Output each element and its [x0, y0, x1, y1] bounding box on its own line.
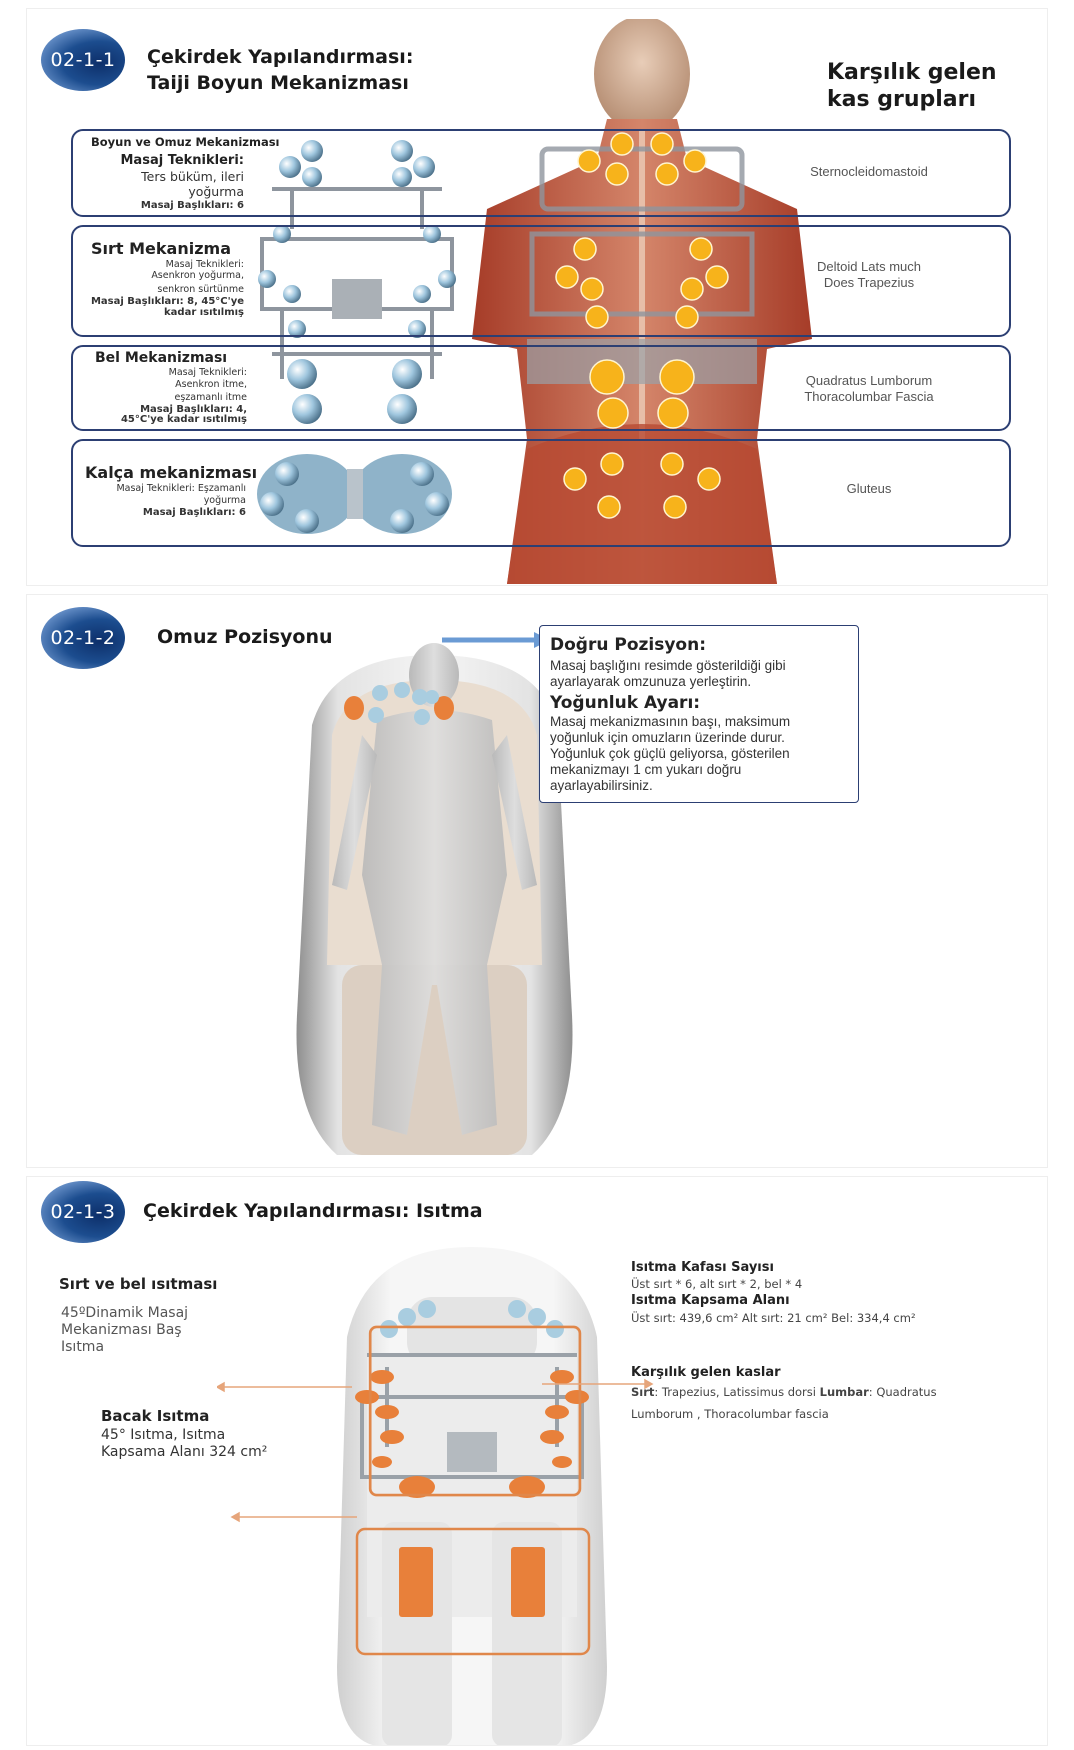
row-muscle	[769, 164, 969, 180]
box-text-intensity-line3: Yoğunluk çok güçlü geliyorsa, gösterilen	[550, 746, 790, 761]
row-neck-shoulder	[71, 129, 1011, 217]
massage-ball	[414, 709, 430, 725]
section-badge: 02-1-2	[41, 607, 125, 669]
row-back	[71, 225, 1011, 337]
box-text-intensity-line4: mekanizmayı 1 cm yukarı doğru	[550, 762, 742, 777]
muscles-lumbar-text: : Quadratus	[868, 1385, 937, 1399]
head-shape	[594, 19, 690, 132]
box-text-position-line1: Masaj başlığını resimde gösterildiği gibi	[550, 658, 786, 673]
box-title-position: Doğru Pozisyon:	[550, 635, 707, 655]
coverage-text: Üst sırt: 439,6 cm² Alt sırt: 21 cm² Bel: 334,4 cm²	[631, 1311, 916, 1325]
muscles-title: Karşılık gelen kaslar	[631, 1365, 781, 1380]
box-text-intensity-line2: yoğunluk için omuzların üzerinde durur.	[550, 730, 785, 745]
row-heads: Masaj Başlıkları: 4,	[140, 404, 247, 415]
row-muscle	[769, 373, 969, 405]
position-info-box	[539, 625, 859, 803]
back-heating-line3: Isıtma	[61, 1339, 105, 1355]
row-heads: Masaj Başlıkları: 8, 45°C'ye	[90, 296, 244, 307]
muscles-heading-line1: Karşılık gelen	[827, 60, 997, 85]
section-heating	[26, 1176, 1048, 1746]
heads-count-title: Isıtma Kafası Sayısı	[631, 1260, 774, 1275]
muscles-line2: Lumborum , Thoracolumbar fascia	[631, 1407, 829, 1421]
row-heads: Masaj Başlıkları: 6	[140, 200, 244, 211]
row-tech-value-line1: Ters büküm, ileri	[141, 169, 244, 184]
box-text-intensity-line1: Masaj mekanizmasının başı, maksimum	[550, 714, 791, 729]
muscles-back-text: : Trapezius, Latissimus dorsi	[654, 1385, 820, 1399]
section-title-line2: Taiji Boyun Mekanizması	[147, 72, 409, 94]
section-title-line1: Çekirdek Yapılandırması:	[147, 46, 414, 68]
back-heating-text	[61, 1305, 188, 1356]
row-heads-line2: kadar ısıtılmış	[164, 307, 244, 318]
box-title-intensity: Yoğunluk Ayarı:	[550, 693, 701, 713]
row-tech-value-line1: yoğurma	[203, 495, 246, 506]
row-muscle	[769, 259, 969, 291]
row-tech-value-line1: Asenkron itme,	[175, 379, 247, 390]
row-hip	[71, 439, 1011, 547]
row-tech-value-line2: senkron sürtünme	[157, 284, 244, 295]
leg-heating-text	[101, 1427, 267, 1461]
row-title: Bel Mekanizması	[95, 350, 228, 366]
row-tech-label: Masaj Teknikleri:	[168, 367, 247, 378]
row-muscle-line1: Sternocleidomastoid	[810, 164, 928, 179]
connector-lines	[217, 1267, 657, 1597]
row-tech-value-line1: Asenkron yoğurma,	[151, 270, 244, 281]
shoulder-head-left	[344, 696, 364, 720]
row-muscle	[769, 481, 969, 497]
box-text-position-line2: ayarlayarak omzunuza yerleştirin.	[550, 674, 752, 689]
section-badge: 02-1-3	[41, 1181, 125, 1243]
box-text-intensity-line5: ayarlayabilirsiniz.	[550, 778, 653, 793]
coverage-title: Isıtma Kapsama Alanı	[631, 1293, 790, 1308]
muscles-heading-line2: kas grupları	[827, 87, 977, 112]
row-tech-label: Masaj Teknikleri:	[120, 153, 244, 168]
row-lumbar	[71, 345, 1011, 431]
row-title: Sırt Mekanizma	[91, 239, 231, 258]
section-shoulder-position	[26, 594, 1048, 1168]
back-heating-line2: Mekanizması Baş	[61, 1322, 182, 1338]
back-heating-title: Sırt ve bel ısıtması	[59, 1275, 218, 1293]
row-muscle-line1: Quadratus Lumborum	[805, 373, 933, 388]
row-tech-value-line2: eşzamanlı itme	[174, 392, 247, 403]
muscles-back-label: Sırt	[631, 1385, 655, 1399]
row-tech-label: Masaj Teknikleri:	[165, 259, 244, 270]
leg-heating-line2: Kapsama Alanı 324 cm²	[101, 1444, 268, 1460]
heads-count-text: Üst sırt * 6, alt sırt * 2, bel * 4	[631, 1277, 803, 1291]
row-title: Kalça mekanizması	[85, 463, 258, 482]
muscles-line1	[631, 1385, 937, 1399]
leg-heating-line1: 45° Isıtma, Isıtma	[101, 1427, 226, 1443]
muscles-lumbar-label: Lumbar	[819, 1385, 869, 1399]
row-muscle-line2: Does Trapezius	[823, 275, 915, 290]
row-muscle-line2: Thoracolumbar Fascia	[804, 389, 934, 404]
section-taiji-mechanism	[26, 8, 1048, 586]
section-title: Çekirdek Yapılandırması: Isıtma	[143, 1200, 483, 1222]
connector-arrow-leg	[232, 1513, 357, 1521]
massage-ball	[425, 690, 439, 704]
row-muscle-line1: Gluteus	[846, 481, 892, 496]
row-tech-label: Masaj Teknikleri: Eşzamanlı	[116, 483, 246, 494]
massage-ball	[368, 707, 384, 723]
leg-heating-title: Bacak Isıtma	[101, 1407, 210, 1425]
massage-ball	[372, 685, 388, 701]
section-title: Omuz Pozisyonu	[157, 626, 333, 648]
section-badge: 02-1-1	[41, 29, 125, 91]
row-tech-value-line2: yoğurma	[188, 184, 244, 199]
connector-arrow-back	[217, 1383, 352, 1391]
row-muscle-line1: Deltoid Lats much	[816, 259, 922, 274]
pointer-arrow-icon	[442, 630, 552, 650]
massage-ball	[394, 682, 410, 698]
row-title: Boyun ve Omuz Mekanizması	[91, 135, 280, 149]
row-heads: Masaj Başlıkları: 6	[142, 507, 246, 518]
chair-leg-rest	[342, 965, 527, 1155]
back-heating-line1: 45ºDinamik Masaj	[61, 1305, 189, 1321]
row-heads-line2: 45°C'ye kadar ısıtılmış	[120, 414, 247, 425]
